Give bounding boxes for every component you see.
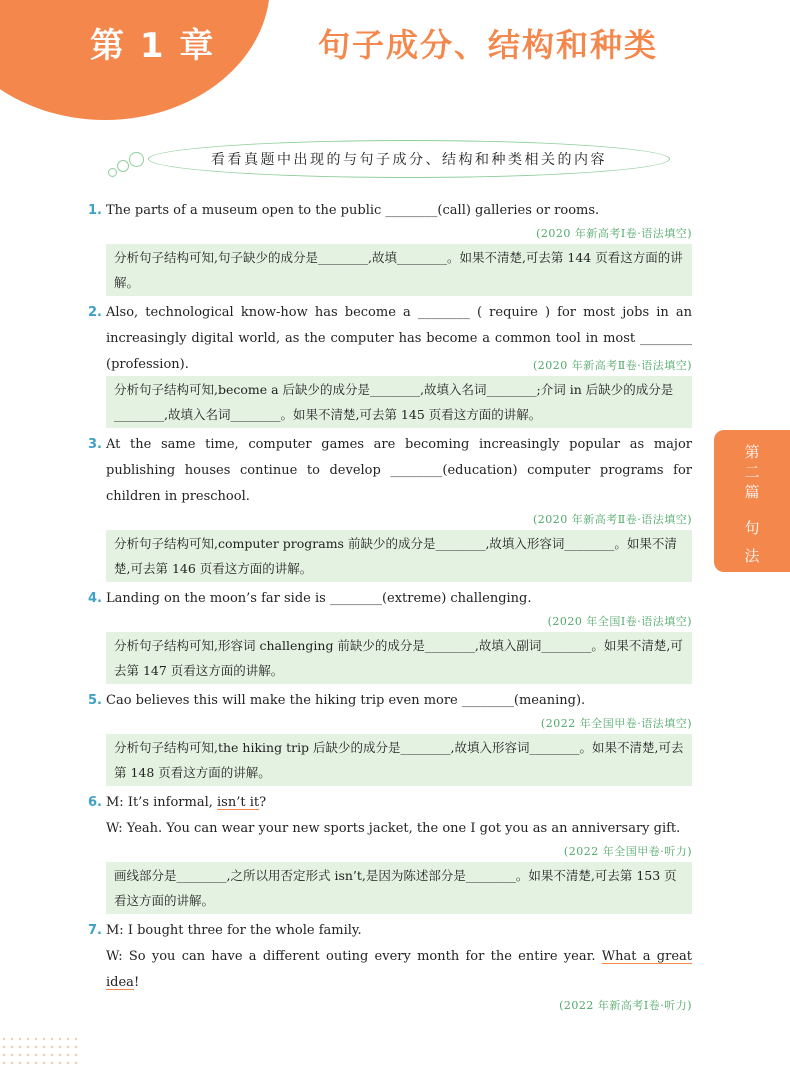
question-item xyxy=(88,688,692,714)
side-tab-section: 句法 xyxy=(744,519,760,565)
question-item xyxy=(88,790,692,816)
dots-decoration xyxy=(0,1035,80,1065)
question-source: (2020 年全国Ⅰ卷·语法填空) xyxy=(547,615,692,628)
question-number: 2. xyxy=(88,305,102,320)
dialogue-line-m xyxy=(106,795,266,810)
question-source: (2022 年新高考Ⅰ卷·听力) xyxy=(559,999,692,1012)
analysis-box: 分析句子结构可知,computer programs 前缺少的成分是________,故填入形容词________。如果不清楚,可去第 146 页看这方面的讲解。 xyxy=(106,530,692,582)
analysis-box: 分析句子结构可知,the hiking trip 后缺少的成分是________,故填入形容词________。如果不清楚,可去第 148 页看这方面的讲解。 xyxy=(106,734,692,786)
underlined-phrase: isn’t it xyxy=(217,795,260,810)
dialogue-line-m: M: I bought three for the whole family. xyxy=(106,923,362,938)
side-tab-part: 第二篇 xyxy=(744,443,760,501)
question-item xyxy=(88,198,692,224)
side-section-tab xyxy=(714,430,790,572)
question-item xyxy=(88,432,692,510)
analysis-box: 分析句子结构可知,句子缺少的成分是________,故填________。如果不清楚,可去第 144 页看这方面的讲解。 xyxy=(106,244,692,296)
question-text: At the same time, computer games are becoming increasingly popular as major publishing houses continue to develop ________(education) computer programs for children in preschool. xyxy=(106,437,692,504)
question-source: (2020 年新高考Ⅰ卷·语法填空) xyxy=(536,227,692,240)
question-number: 4. xyxy=(88,591,102,606)
chapter-number: 第 1 章 xyxy=(90,26,216,66)
question-source: (2022 年全国甲卷·听力) xyxy=(563,845,692,858)
question-list xyxy=(88,198,692,1016)
chapter-title: 句子成分、结构和种类 xyxy=(318,26,659,64)
analysis-box: 分析句子结构可知,become a 后缺少的成分是________,故填入名词________;介词 in 后缺少的成分是________,故填入名词________。如果不清楚,可去第 145 页看这方面的讲解。 xyxy=(106,376,692,428)
question-text: The parts of a museum open to the public ________(call) galleries or rooms. xyxy=(106,203,600,218)
question-text: Cao believes this will make the hiking trip even more ________(meaning). xyxy=(106,693,586,708)
question-number: 6. xyxy=(88,795,102,810)
question-number: 3. xyxy=(88,437,102,452)
underlined-phrase: What a great idea xyxy=(106,949,692,990)
question-number: 7. xyxy=(88,923,102,938)
section-banner: 看看真题中出现的与句子成分、结构和种类相关的内容 xyxy=(148,140,670,178)
question-item xyxy=(88,918,692,944)
question-source: (2020 年新高考Ⅱ卷·语法填空) xyxy=(532,513,692,526)
question-number: 5. xyxy=(88,693,102,708)
question-number: 1. xyxy=(88,203,102,218)
question-item xyxy=(88,586,692,612)
analysis-box: 分析句子结构可知,形容词 challenging 前缺少的成分是________,故填入副词________。如果不清楚,可去第 147 页看这方面的讲解。 xyxy=(106,632,692,684)
dialogue-text: ! xyxy=(133,975,140,990)
dialogue-text: W: So you can have a different outing every month for the entire year. xyxy=(106,949,602,964)
dialogue-text: ? xyxy=(259,795,267,810)
bubbles-decoration xyxy=(108,150,148,180)
question-source: (2020 年新高考Ⅱ卷·语法填空) xyxy=(532,359,692,372)
dialogue-line-w xyxy=(88,944,692,996)
analysis-box: 画线部分是________,之所以用否定形式 isn’t,是因为陈述部分是________。如果不清楚,可去第 153 页看这方面的讲解。 xyxy=(106,862,692,914)
question-text: Also, technological know-how has become a ________ ( require ) for most jobs in an increasingly digital world, as the computer has become a common tool in most ________ (profession). xyxy=(106,305,692,372)
dialogue-text: M: It’s informal, xyxy=(106,795,218,810)
question-text: Landing on the moon’s far side is ________(extreme) challenging. xyxy=(106,591,532,606)
question-source: (2022 年全国甲卷·语法填空) xyxy=(540,717,692,730)
dialogue-line-w: W: Yeah. You can wear your new sports jacket, the one I got you as an anniversary gift. xyxy=(106,821,681,836)
